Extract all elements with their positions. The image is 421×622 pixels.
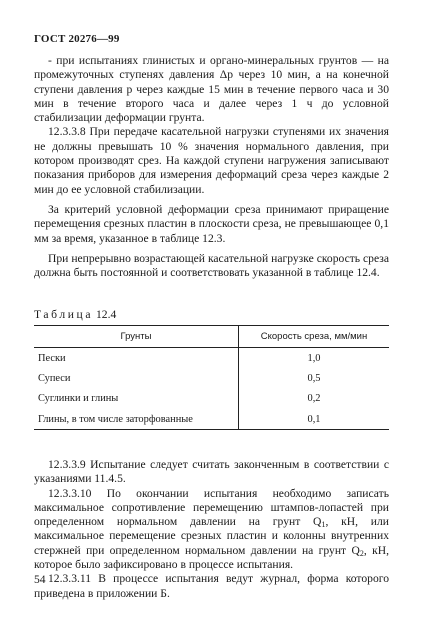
column-header-soils: Грунты [34, 326, 239, 348]
subscript: 2 [359, 548, 364, 558]
subscript: 1 [321, 520, 326, 530]
table-caption [34, 308, 116, 321]
paragraph-text: , кН, которое было зафиксировано в процессе испытания. [34, 543, 389, 572]
paragraph: За критерий условной деформации среза принимают приращение перемещения срезных пластин в плоскости среза, не превышающее 0,1 мм за время, указанное в таблице 12.3. [34, 202, 389, 245]
table-cell: 0,2 [307, 393, 321, 405]
column-header-shear-rate: Скорость среза, мм/мин [239, 326, 390, 348]
shear-rate-table [34, 325, 389, 430]
table-row [34, 389, 389, 410]
document-header: ГОСТ 20276—99 [34, 33, 120, 45]
table-cell: 0,1 [239, 409, 390, 430]
table-header-row [34, 326, 389, 348]
paragraph: 12.3.3.8 При передаче касательной нагрузки ступенями их значения не должны превышать 10 % значения нормального давления, при котором производят срез. На каждой ступени нагружения записывают показания приборов для измерения деформаций среза через каждые 2 мин до ее условной стабилизации. [34, 125, 389, 196]
paragraph: - при испытаниях глинистых и органо-минеральных грунтов — на промежуточных ступенях давления Δp через 10 мин, а на конечной ступени давления p через каждые 15 мин в течение первого часа и 30 мин в течение второго часа и далее через 1 ч до условной стабилизации деформации грунта. [34, 54, 389, 125]
paragraph: При непрерывно возрастающей касательной нагрузке скорость среза должна быть постоянной и соответствовать указанной в таблице 12.4. [34, 251, 389, 280]
table-cell: Супеси [34, 368, 239, 389]
text-block-top [34, 54, 389, 280]
table-row [34, 409, 389, 430]
paragraph: 12.3.3.9 Испытание следует считать законченным в соответствии с указаниями 11.4.5. [34, 458, 389, 486]
paragraph [34, 487, 389, 573]
table-caption-number: 12.4 [96, 308, 117, 321]
table-cell: 0,5 [307, 372, 321, 384]
paragraph-text: , кН, или максимальное перемещение срезных пластин и колонны внутренних стержней при определенном нормальном давлении на грунт Q [34, 515, 390, 557]
table-cell: Пески [34, 348, 239, 369]
table-caption-word: Таблица [34, 308, 94, 321]
table-cell: Суглинки и глины [34, 389, 239, 410]
paragraph: 12.3.3.11 В процессе испытания ведут журнал, форма которого приведена в приложении Б. [34, 572, 389, 600]
page-number: 54 [34, 573, 46, 586]
table-cell: 1,0 [307, 352, 321, 364]
text-block-bottom [34, 458, 389, 601]
table-row [34, 348, 389, 369]
table-row [34, 368, 389, 389]
table-cell: Глины, в том числе заторфованные [34, 409, 239, 430]
paragraph-text: 12.3.3.10 По окончании испытания необходимо записать максимальное сопротивление перемещению штампов-лопастей при определенном нормальном давлении на грунт Q [34, 486, 389, 529]
